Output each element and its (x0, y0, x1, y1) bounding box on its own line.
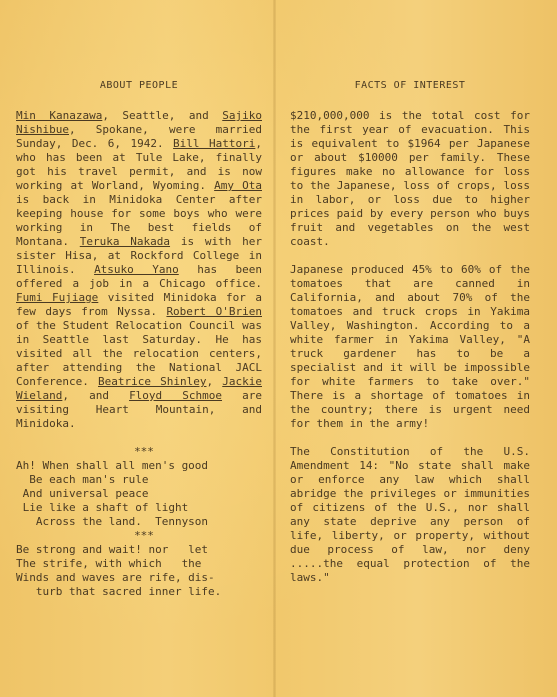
poem-line: The strife, with which the (16, 557, 202, 570)
person-name: Jackie Wieland (16, 375, 262, 402)
person-name: Atsuko Yano (94, 263, 179, 276)
person-note: visited Minidoka for a few days from Nyssa. (16, 291, 262, 318)
person-note: , and (62, 389, 130, 402)
tomatoes-paragraph: Japanese produced 45% to 60% of the tomatoes that are canned in California, and about 70% of the tomatoes and truck crops in Yakima Valley, Washington. According to a white farmer in Yakima Valley, "A truck gardener has to be a specialist and it will be impossible for white farmers to take over." There is a shortage of tomatoes in the country; there is urgent need for them in the army! (290, 263, 530, 430)
poem-line: Winds and waves are rife, dis- (16, 571, 215, 584)
about-people-heading: ABOUT PEOPLE (99, 80, 179, 91)
poem-line: Be strong and wait! nor let (16, 543, 209, 556)
person-note: is back in Minidoka Center after keeping house for some boys who were working in The best fields of Montana. (16, 193, 262, 248)
person-name: Bill Hattori (173, 137, 256, 150)
person-name: Fumi Fujiage (16, 291, 99, 304)
person-note: , Spokane, were married Sunday, Dec. 6, 1942. (16, 123, 262, 150)
facts-of-interest-column (290, 80, 530, 599)
section-divider-stars: *** (134, 445, 154, 458)
person-name: Amy Ota (214, 179, 262, 192)
person-note: are visiting Heart Mountain, and Minidoka. (16, 389, 262, 430)
poem-line: Lie like a shaft of light (16, 501, 189, 514)
person-note: , (206, 375, 223, 388)
person-note: has been offered a job in a Chicago office. (16, 263, 263, 290)
about-people-column (16, 80, 262, 599)
person-name: Teruka Nakada (79, 235, 171, 248)
person-note: , Seattle, and (102, 109, 223, 122)
poem-line: turb that sacred inner life. (16, 585, 222, 598)
person-note: is with her sister Hisa, at Rockford College in Illinois. (16, 235, 262, 276)
person-name: Min Kanazawa (16, 109, 103, 122)
page-fold (273, 0, 276, 697)
person-name: Sajiko Nishibue (16, 109, 262, 136)
poem-line: Across the land. Tennyson (16, 515, 209, 528)
poem-be-strong (16, 543, 262, 599)
poem-line: Be each man's rule (16, 473, 149, 486)
section-divider-stars: *** (134, 529, 154, 542)
evacuation-cost-paragraph: $210,000,000 is the total cost for the first year of evacuation. This is equivalent to $1964 per Japanese or about $10000 per family. These figures make no allowance for loss to the Japanese, loss of crops, loss in labor, or loss due to higher prices paid by every person who buys fruit and vegetables on the west coast. (290, 109, 530, 248)
person-name: Robert O'Brien (166, 305, 262, 318)
person-note: , who has been at Tule Lake, finally got his travel permit, and is now working at Worland, Wyoming. (16, 137, 262, 192)
poem-line: Ah! When shall all men's good (16, 459, 209, 472)
facts-of-interest-heading: FACTS OF INTEREST (354, 80, 466, 91)
constitution-paragraph: The Constitution of the U.S. Amendment 14: "No state shall make or enforce any law which shall abridge the privileges or immunities of citizens of the U.S., nor shall any state deprive any person of life, liberty, or property, without due process of law, nor deny .....the equal protection of the laws." (290, 445, 530, 584)
person-name: Floyd Schmoe (129, 389, 223, 402)
person-name: Beatrice Shinley (98, 375, 207, 388)
about-people-text (16, 109, 262, 431)
poem-tennyson (16, 459, 262, 529)
poem-line: And universal peace (16, 487, 149, 500)
person-note: of the Student Relocation Council was in Seattle last Saturday. He has visited all the relocation centers, after attending the National JACL Conference. (16, 319, 262, 388)
